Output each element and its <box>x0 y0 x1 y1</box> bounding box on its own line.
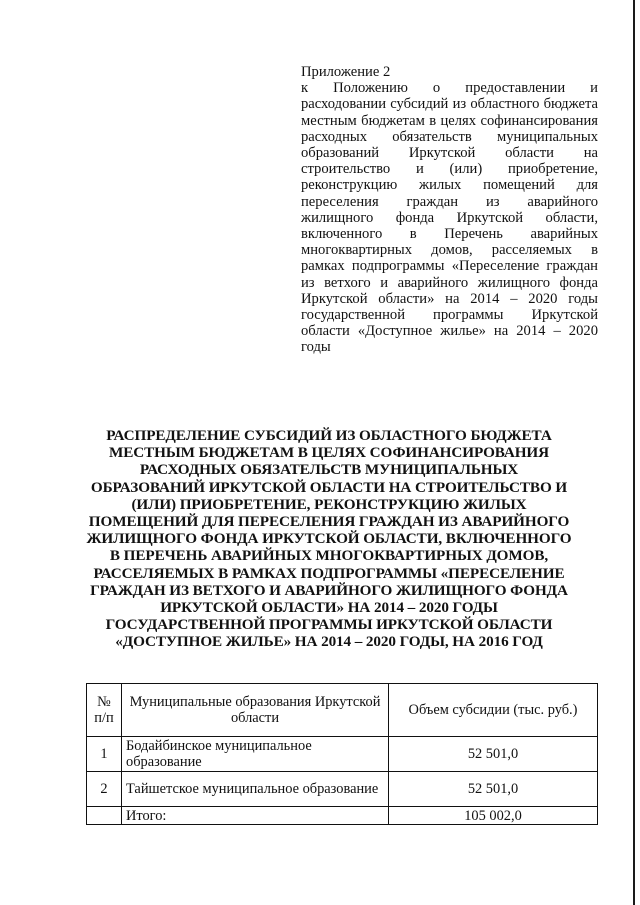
appendix-text: к Положению о предоставлении и расходовании субсидий из областного бюджета местным бюджетам в целях софинансирования расходных обязательств муниципальных образований Иркутской области на строительство и (или) приобретение, реконструкцию жилых помещений для переселения граждан из аварийного жилищного фонда Иркутской области, включенного в Перечень аварийных многоквартирных домов, расселяемых в рамках подпрограммы «Переселение граждан из ветхого и аварийного жилищного фонда Иркутской области» на 2014 – 2020 годы государственной программы Иркутской области «Доступное жилье» на 2014 – 2020 годы <box>301 80 598 356</box>
row-number: 1 <box>87 737 122 772</box>
header-municipality: Муниципальные образования Иркутской области <box>122 684 389 737</box>
row-subsidy-amount: 52 501,0 <box>389 772 598 807</box>
table-header-row <box>87 684 598 737</box>
total-number <box>87 807 122 825</box>
row-number: 2 <box>87 772 122 807</box>
row-municipality: Тайшетское муниципальное образование <box>122 772 389 807</box>
table-total-row <box>87 807 598 825</box>
subsidy-table <box>86 683 598 825</box>
total-amount: 105 002,0 <box>389 807 598 825</box>
header-number: № п/п <box>87 684 122 737</box>
row-subsidy-amount: 52 501,0 <box>389 737 598 772</box>
scan-edge-line <box>633 0 635 905</box>
appendix-label: Приложение 2 <box>301 64 391 80</box>
table-row <box>87 737 598 772</box>
table-row <box>87 772 598 807</box>
row-municipality: Бодайбинское муниципальное образование <box>122 737 389 772</box>
appendix-header <box>301 64 598 356</box>
total-label: Итого: <box>122 807 389 825</box>
header-subsidy-amount: Объем субсидии (тыс. руб.) <box>389 684 598 737</box>
document-title: РАСПРЕДЕЛЕНИЕ СУБСИДИЙ ИЗ ОБЛАСТНОГО БЮДЖЕТА МЕСТНЫМ БЮДЖЕТАМ В ЦЕЛЯХ СОФИНАНСИРОВАНИЯ РАСХОДНЫХ ОБЯЗАТЕЛЬСТВ МУНИЦИПАЛЬНЫХ ОБРАЗОВАНИЙ ИРКУТСКОЙ ОБЛАСТИ НА СТРОИТЕЛЬСТВО И (ИЛИ) ПРИОБРЕТЕНИЕ, РЕКОНСТРУКЦИЮ ЖИЛЫХ ПОМЕЩЕНИЙ ДЛЯ ПЕРЕСЕЛЕНИЯ ГРАЖДАН ИЗ АВАРИЙНОГО ЖИЛИЩНОГО ФОНДА ИРКУТСКОЙ ОБЛАСТИ, ВКЛЮЧЕННОГО В ПЕРЕЧЕНЬ АВАРИЙНЫХ МНОГОКВАРТИРНЫХ ДОМОВ, РАССЕЛЯЕМЫХ В РАМКАХ ПОДПРОГРАММЫ «ПЕРЕСЕЛЕНИЕ ГРАЖДАН ИЗ ВЕТХОГО И АВАРИЙНОГО ЖИЛИЩНОГО ФОНДА ИРКУТСКОЙ ОБЛАСТИ» НА 2014 – 2020 ГОДЫ ГОСУДАРСТВЕННОЙ ПРОГРАММЫ ИРКУТСКОЙ ОБЛАСТИ «ДОСТУПНОЕ ЖИЛЬЕ» НА 2014 – 2020 ГОДЫ, НА 2016 ГОД <box>86 427 572 651</box>
